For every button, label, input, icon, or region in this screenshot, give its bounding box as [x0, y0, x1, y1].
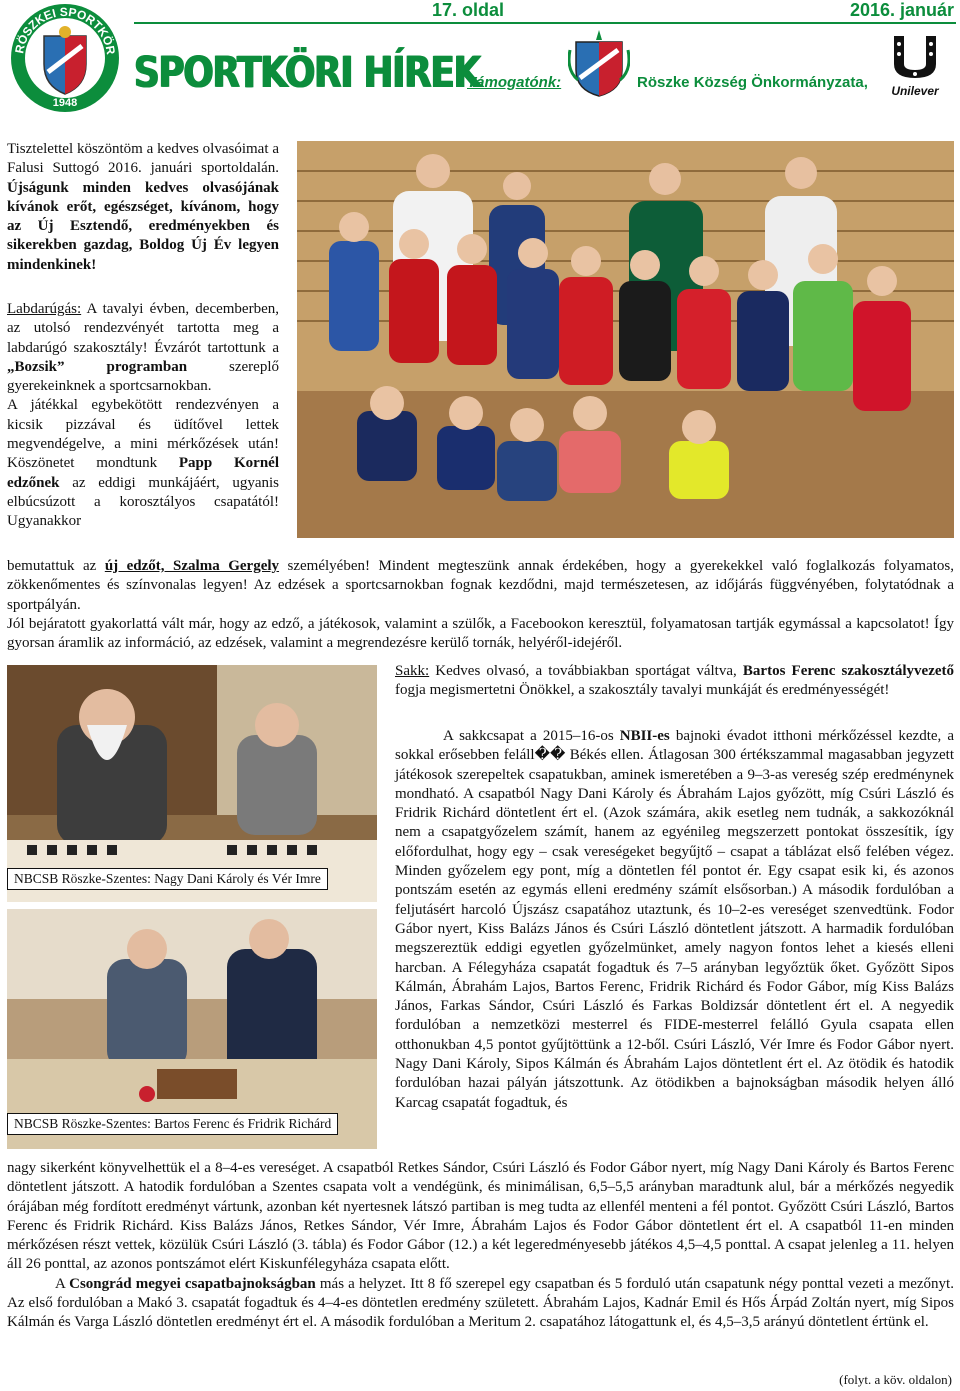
sponsor-name: Röszke Község Önkormányzata, — [637, 74, 868, 91]
masthead-title: SPORTKÖRI HÍREK — [134, 48, 481, 98]
sponsor-label: Támogatónk: — [467, 74, 562, 91]
badge-arc-text: RÖSZKEI SPORTKÖR — [12, 4, 118, 56]
unilever-wordmark: Unilever — [891, 84, 939, 98]
intro-greeting: Tisztelettel köszöntöm a kedves olvasóimat a Falusi Suttogó 2016. januári sportoldalán. — [7, 141, 279, 177]
chess-leader: Bartos Ferenc szakosztályvezető — [742, 663, 955, 679]
intro-wishes: Újságunk minden kedves olvasójának kívánok erőt, egészséget, kívánom, hogy az Új Esztendő, eredményekben és sikerekben gazdag, Boldog Új Év legyen mindenkinek! — [7, 179, 279, 273]
intro-paragraph — [7, 140, 279, 275]
unilever-logo — [886, 32, 944, 98]
club-logo — [6, 2, 124, 114]
chess-photo-2-caption: NBCSB Röszke-Szentes: Bartos Ferenc és Fridrik Richárd — [7, 1113, 338, 1135]
continued-note: (folyt. a köv. oldalon) — [839, 1372, 952, 1387]
chess-photo-2 — [7, 909, 377, 1149]
badge-year: 1948 — [52, 97, 78, 109]
village-coat-of-arms — [568, 30, 630, 98]
issue-date: 2016. január — [849, 0, 954, 20]
chess-nbii-paragraph: A sakkcsapat a 2015–16-os NBII-es bajnoki évadot itthoni mérkőzéssel kezdte, a sokkal erősebben feláll�� Békés ellen. Átlagosan 300 értékszammal magasabban jegyzett játékosok szerepeltek csapatukban, aminek ismeretében a 9–3-as vereség szép eredménynek mondható. A csapatból Nagy Dani Károly és Ábrahám Lajos győzött, míg Csúri László és Fridrik Richárd döntetlent ért el. (Azok számára, akik esetleg nem tudnák, a sakkozóknál nem a csapatgyőzelem számít, hanem az egyénileg megszerzett pontokat összesítik, így előfordulhat, hogy egy – csak vereségeket begyűjtő – csapat a táblázat első felében végez. Minden győzelem egy pont, míg a döntetlen fél pontot ér. Egy csapat esik ki, és azonos pontszám esetén az egymás elleni eredmény számít elsősorban.) A második fordulóban a feljutásért harcoló Újszász csapatához utaztunk, és 10–2-es vereséget szenvedtünk. Fodor Gábor nyert, Kiss Balázs János és Csúri László döntetlent játszott. A harmadik fordulóban megszereztük eddigi egyetlen győzelmünket, amely nagyon fontos lehet a kiesés elleni harcban. A Félegyháza csapatát fogadtuk és 7–5 arányban legyőztük őket. Győzött Sipos Kálmán, Ábrahám Lajos, Bartos Ferenc, Fridrik Richárd és Fodor Gábor, míg Kiss Balázs János, Farkas Sándor, Csúri László és Farkas Boldizsár döntetlent ért el. A negyedik fordulóban a nemzetközi mesterrel és FIDE-mesterrel felálló Gyula csapata ellen otthonukban 4,5 pontot gyűjtöttünk a 12-ből. Csúri László, Vér Imre és Fodor Gábor nyert. Nagy Dani Károly, Sipos Kálmán és Ábrahám Lajos döntetlent ért el. Az ötödik és hatodik fordulóban hazai pályán játszottunk. Az ötödikben a bajnokságban második helyen álló Karcag csapatát fogadtuk, és — [395, 728, 954, 1111]
chess-photo-1-caption: NBCSB Röszke-Szentes: Nagy Dani Károly és Vér Imre — [7, 868, 328, 890]
football-label: Labdarúgás: — [7, 301, 82, 317]
chess-results-paragraph: nagy sikerként könyvelhettük el a 8–4-es vereséget. A csapatból Retkes Sándor, Csúri László és Fodor Gábor nyert, míg Nagy Dani Károly és Bartos Ferenc döntetlent játszott. A hatodik fordulóban a Szentes csapata volt a vendégünk, és minimálisan, 6,5–5,5 arányban maradtunk alul, bár a mérkőzés negyedik órájában még fordított eredményt vártunk, azonban két nyertesnek látszó partiban is meg tudta az ellenfél menteni a fél pontot. Győzött Csúri László, Bartos Ferenc és Fridrik Richárd. Kiss Balázs János, Retkes Sándor, Vér Imre, Ábrahám Lajos és Fodor Gábor döntetlent ért el. A csapatból 11-en minden mérkőzésen részt vettek, közülük Csúri László (3. tábla) és Fodor Gábor (12.) a két legeredményesebb játékos 4,5–4,5 ponttal. A csapat jelenleg a 11. helyen áll 26 ponttal, az azonos pontszámot elért Kiskunfélegyháza csapata előtt. A Csongrád megyei csapatbajnokságban más a helyzet. Itt 8 fő szerepel egy csapatban és 5 forduló után csapatunk négy ponttal vezeti a mezőnyt. Az első fordulóban a Makó 3. csapatát fogadtuk és 4–4-es döntetlen eredmény született. Ábrahám Lajos, Kadnár Emil és Hős Árpád Zoltán nyert, míg Sipos Kálmán és Varga László döntetlen eredményt ért el. A második fordulóban a Meritum 2. csapatához látogattunk el, és 4,5–3,5 arányú döntetlent értünk el. — [7, 1160, 954, 1331]
masthead — [134, 48, 481, 98]
county-championship: Csongrád megyei csapatbajnokságban — [69, 1275, 316, 1292]
nbii-label: NBII-es — [619, 728, 670, 744]
chess-label: Sakk: — [395, 663, 430, 679]
page-number: 17. oldal — [432, 0, 505, 20]
new-coach: új edzőt, Szalma Gergely — [104, 558, 280, 574]
football-section: Labdarúgás: A tavalyi évben, decemberben, az utolsó rendezvényét tartotta meg a labdarúgó szakosztály! Évzárót tartottunk a „Bozsik” programban szereplő gyerekeinknek a sportcsarnokban. A játékkal egybekötött rendezvényen a kicsik pizzával és üdítővel lettek megvendégelve, a mini mérkőzések után! Köszönetet mondtunk Papp Kornél edzőnek az eddigi munkájáért, ugyanis elbúcsúzott a korosztályos csapatától! Ugyanakkor — [7, 301, 279, 530]
chess-photo-1 — [7, 665, 377, 902]
bozsik-program: „Bozsik” programban — [7, 358, 188, 375]
coach-papp: Papp Kornél edzőnek — [7, 455, 279, 491]
chess-intro: Sakk: Kedves olvasó, a továbbiakban sportágat váltva, Bartos Ferenc szakosztályvezető fogja megismertetni Önökkel, a szakosztály tavalyi munkáját és eredményességét! — [395, 663, 955, 699]
football-team-photo — [297, 141, 954, 538]
header-rule — [134, 0, 956, 24]
football-continuation: bemutattuk az új edzőt, Szalma Gergely személyében! Mindent megteszünk annak érdekében, hogy a gyerekekkel való foglalkozás folyamatos, zökkenőmentes és színvonalas legyen! Az edzések a sportcsarnokban fognak kezdődni, majd természetesen, az időjárás függvényében, folytatódnak a sportpályán. Jól bejáratott gyakorlattá vált már, hogy az edző, a játékosok, valamint a szülők, a Facebookon keresztül, folyamatosan tartják egymással a kapcsolatot! Így gyorsan áramlik az információ, az edzések, valamint a megrendezésre kerülő tornák, helyéről-idejéről. — [7, 557, 954, 653]
facebook-paragraph: Jól bejáratott gyakorlattá vált már, hogy az edző, a játékosok, valamint a szülők, a Facebookon keresztül, folyamatosan tartják egymással a kapcsolatot! Így gyorsan áramlik az információ, az edzések, valamint a megrendezésre kerülő tornák, helyéről-idejéről. — [7, 615, 954, 652]
